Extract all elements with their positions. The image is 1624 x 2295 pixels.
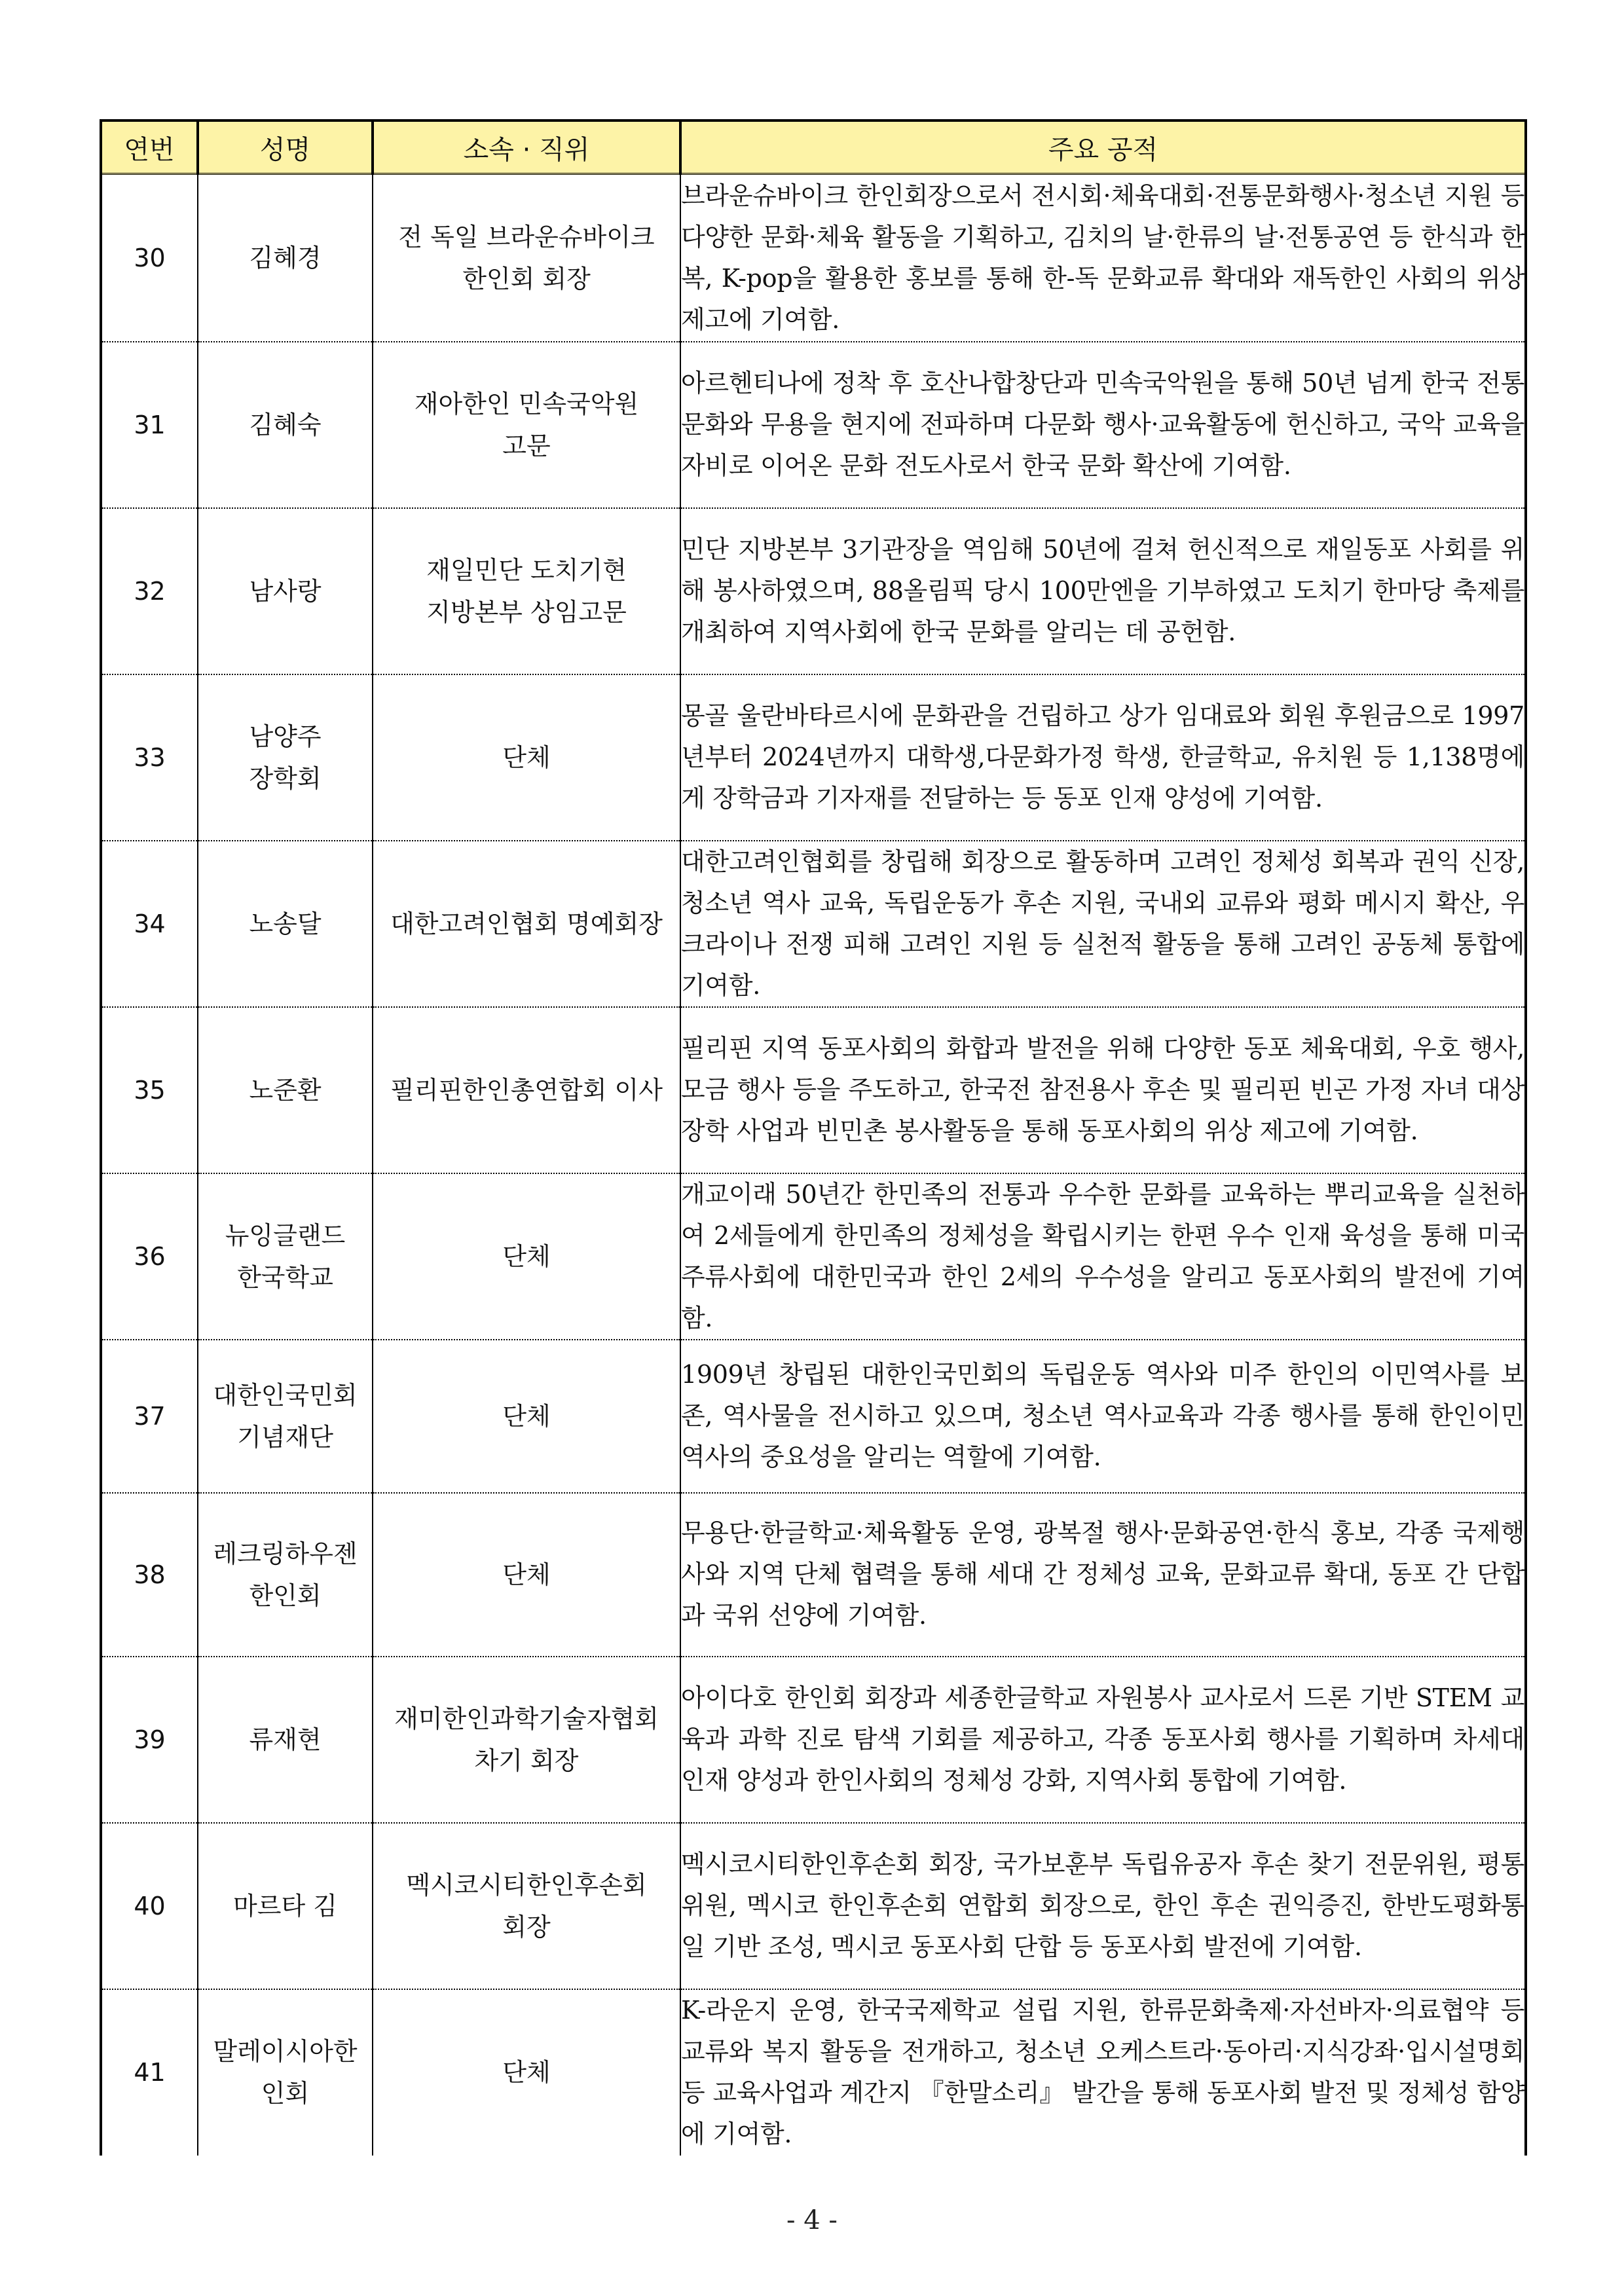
achievement-description: K-라운지 운영, 한국국제학교 설립 지원, 한류문화축제·자선바자·의료협약 등 교류와 복지 활동을 전개하고, 청소년 오케스트라·동아리·지식강좌·입시설명회 등 교육사업과 계간지 『한말소리』 발간을 통해 동포사회 발전 및 정체성 함양에 기여함. (680, 1989, 1526, 2156)
affiliation-line: 차기 회장 (474, 1746, 579, 1775)
recipient-name (198, 1007, 373, 1173)
row-number: 38 (101, 1493, 198, 1657)
affiliation-line: 단체 (502, 1560, 551, 1589)
table-row (101, 1493, 1526, 1657)
recipient-name-line: 말레이시아한 (213, 2037, 358, 2066)
row-number: 37 (101, 1340, 198, 1493)
affiliation-position (373, 508, 680, 674)
recipient-name (198, 342, 373, 508)
recipient-name-line: 남사랑 (249, 576, 322, 606)
recipient-name-line: 김혜숙 (249, 410, 322, 439)
affiliation-position (373, 1007, 680, 1173)
affiliation-line: 재아한인 민속국악원 (414, 389, 639, 418)
row-number: 34 (101, 841, 198, 1007)
recipient-name-line: 류재현 (249, 1725, 322, 1754)
row-number: 31 (101, 342, 198, 508)
table-body (101, 174, 1526, 2156)
affiliation-line: 지방본부 상임고문 (426, 597, 627, 627)
page-number: - 4 - (786, 2205, 838, 2235)
recipient-name (198, 1989, 373, 2156)
row-number: 41 (101, 1989, 198, 2156)
header-achievement: 주요 공적 (680, 120, 1526, 174)
recipient-name-line: 대한인국민회 (213, 1380, 358, 1410)
affiliation-position (373, 674, 680, 841)
table-row (101, 1823, 1526, 1989)
row-number: 39 (101, 1657, 198, 1823)
affiliation-position (373, 841, 680, 1007)
recipient-name (198, 674, 373, 841)
affiliation-line: 재미한인과학기술자협회 (394, 1704, 659, 1733)
recipient-name-line: 남양주 (249, 722, 322, 751)
affiliation-line: 단체 (502, 743, 551, 772)
affiliation-position (373, 1657, 680, 1823)
recipient-name-line: 인회 (261, 2079, 310, 2108)
recipient-name (198, 1657, 373, 1823)
recipient-name (198, 1493, 373, 1657)
recipient-name-line: 노송달 (249, 909, 322, 938)
table-row (101, 1989, 1526, 2156)
achievement-description: 1909년 창립된 대한인국민회의 독립운동 역사와 미주 한인의 이민역사를 보존, 역사물을 전시하고 있으며, 청소년 역사교육과 각종 행사를 통해 한인이민역사의 중요성을 알리는 역할에 기여함. (680, 1340, 1526, 1493)
achievement-description: 몽골 울란바타르시에 문화관을 건립하고 상가 임대료와 회원 후원금으로 1997년부터 2024년까지 대학생,다문화가정 학생, 한글학교, 유치원 등 1,138명에게 장학금과 기자재를 전달하는 등 동포 인재 양성에 기여함. (680, 674, 1526, 841)
table-row (101, 174, 1526, 342)
table-row (101, 674, 1526, 841)
table-row (101, 508, 1526, 674)
recipient-name (198, 1173, 373, 1340)
row-number: 33 (101, 674, 198, 841)
achievement-description: 브라운슈바이크 한인회장으로서 전시회·체육대회·전통문화행사·청소년 지원 등 다양한 문화·체육 활동을 기획하고, 김치의 날·한류의 날·전통공연 등 한식과 한복, K-pop을 활용한 홍보를 통해 한-독 문화교류 확대와 재독한인 사회의 위상 제고에 기여함. (680, 174, 1526, 342)
achievement-description: 민단 지방본부 3기관장을 역임해 50년에 걸쳐 헌신적으로 재일동포 사회를 위해 봉사하였으며, 88올림픽 당시 100만엔을 기부하였고 도치기 한마당 축제를 개최하여 지역사회에 한국 문화를 알리는 데 공헌함. (680, 508, 1526, 674)
recipient-name-line: 한인회 (249, 1581, 322, 1610)
header-number: 연번 (101, 120, 198, 174)
table-row (101, 1173, 1526, 1340)
table-row (101, 342, 1526, 508)
affiliation-position (373, 1173, 680, 1340)
row-number: 35 (101, 1007, 198, 1173)
affiliation-position (373, 342, 680, 508)
table-row (101, 841, 1526, 1007)
affiliation-position (373, 1493, 680, 1657)
header-row (101, 120, 1526, 174)
recipient-name-line: 마르타 김 (233, 1891, 337, 1920)
recipient-name (198, 841, 373, 1007)
row-number: 32 (101, 508, 198, 674)
affiliation-position (373, 174, 680, 342)
header-name: 성명 (198, 120, 373, 174)
table-row (101, 1007, 1526, 1173)
achievement-description: 필리핀 지역 동포사회의 화합과 발전을 위해 다양한 동포 체육대회, 우호 행사, 모금 행사 등을 주도하고, 한국전 참전용사 후손 및 필리핀 빈곤 가정 자녀 대상 장학 사업과 빈민촌 봉사활동을 통해 동포사회의 위상 제고에 기여함. (680, 1007, 1526, 1173)
recipient-name (198, 174, 373, 342)
awards-table (100, 119, 1527, 2156)
recipient-name-line: 장학회 (249, 763, 322, 793)
table-row (101, 1340, 1526, 1493)
affiliation-line: 단체 (502, 1241, 551, 1271)
affiliation-line: 필리핀한인총연합회 이사 (390, 1075, 663, 1105)
affiliation-position (373, 1340, 680, 1493)
achievement-description: 아이다호 한인회 회장과 세종한글학교 자원봉사 교사로서 드론 기반 STEM 교육과 과학 진로 탐색 기회를 제공하고, 각종 동포사회 행사를 기획하며 차세대 인재 양성과 한인사회의 정체성 강화, 지역사회 통합에 기여함. (680, 1657, 1526, 1823)
row-number: 30 (101, 174, 198, 342)
affiliation-line: 전 독일 브라운슈바이크 (398, 222, 655, 251)
affiliation-line: 단체 (502, 2058, 551, 2087)
achievement-description: 개교이래 50년간 한민족의 전통과 우수한 문화를 교육하는 뿌리교육을 실천하여 2세들에게 한민족의 정체성을 확립시키는 한편 우수 인재 육성을 통해 미국 주류사회에 대한민국과 한인 2세의 우수성을 알리고 동포사회의 발전에 기여함. (680, 1173, 1526, 1340)
affiliation-line: 한인회 회장 (462, 264, 591, 293)
row-number: 40 (101, 1823, 198, 1989)
recipient-name (198, 1823, 373, 1989)
affiliation-line: 고문 (502, 431, 551, 460)
achievement-description: 무용단·한글학교·체육활동 운영, 광복절 행사·문화공연·한식 홍보, 각종 국제행사와 지역 단체 협력을 통해 세대 간 정체성 교육, 문화교류 확대, 동포 간 단합과 국위 선양에 기여함. (680, 1493, 1526, 1657)
recipient-name-line: 레크링하우젠 (213, 1539, 358, 1568)
recipient-name-line: 한국학교 (237, 1262, 333, 1292)
recipient-name-line: 기념재단 (237, 1422, 333, 1452)
affiliation-line: 대한고려인협회 명예회장 (390, 909, 663, 938)
affiliation-line: 회장 (502, 1912, 551, 1941)
affiliation-line: 단체 (502, 1401, 551, 1431)
recipient-name-line: 뉴잉글랜드 (225, 1221, 346, 1250)
affiliation-position (373, 1989, 680, 2156)
recipient-name-line: 노준환 (249, 1075, 322, 1105)
header-affiliation: 소속 · 직위 (373, 120, 680, 174)
table-row (101, 1657, 1526, 1823)
achievement-description: 대한고려인협회를 창립해 회장으로 활동하며 고려인 정체성 회복과 권익 신장, 청소년 역사 교육, 독립운동가 후손 지원, 국내외 교류와 평화 메시지 확산, 우크라이나 전쟁 피해 고려인 지원 등 실천적 활동을 통해 고려인 공동체 통합에 기여함. (680, 841, 1526, 1007)
affiliation-position (373, 1823, 680, 1989)
affiliation-line: 멕시코시티한인후손회 (406, 1870, 647, 1900)
recipient-name (198, 1340, 373, 1493)
achievement-description: 멕시코시티한인후손회 회장, 국가보훈부 독립유공자 후손 찾기 전문위원, 평통위원, 멕시코 한인후손회 연합회 회장으로, 한인 후손 권익증진, 한반도평화통일 기반 조성, 멕시코 동포사회 단합 등 동포사회 발전에 기여함. (680, 1823, 1526, 1989)
achievement-description: 아르헨티나에 정착 후 호산나합창단과 민속국악원을 통해 50년 넘게 한국 전통문화와 무용을 현지에 전파하며 다문화 행사·교육활동에 헌신하고, 국악 교육을 자비로 이어온 문화 전도사로서 한국 문화 확산에 기여함. (680, 342, 1526, 508)
recipient-name (198, 508, 373, 674)
affiliation-line: 재일민단 도치기현 (426, 555, 627, 585)
recipient-name-line: 김혜경 (249, 243, 322, 272)
row-number: 36 (101, 1173, 198, 1340)
